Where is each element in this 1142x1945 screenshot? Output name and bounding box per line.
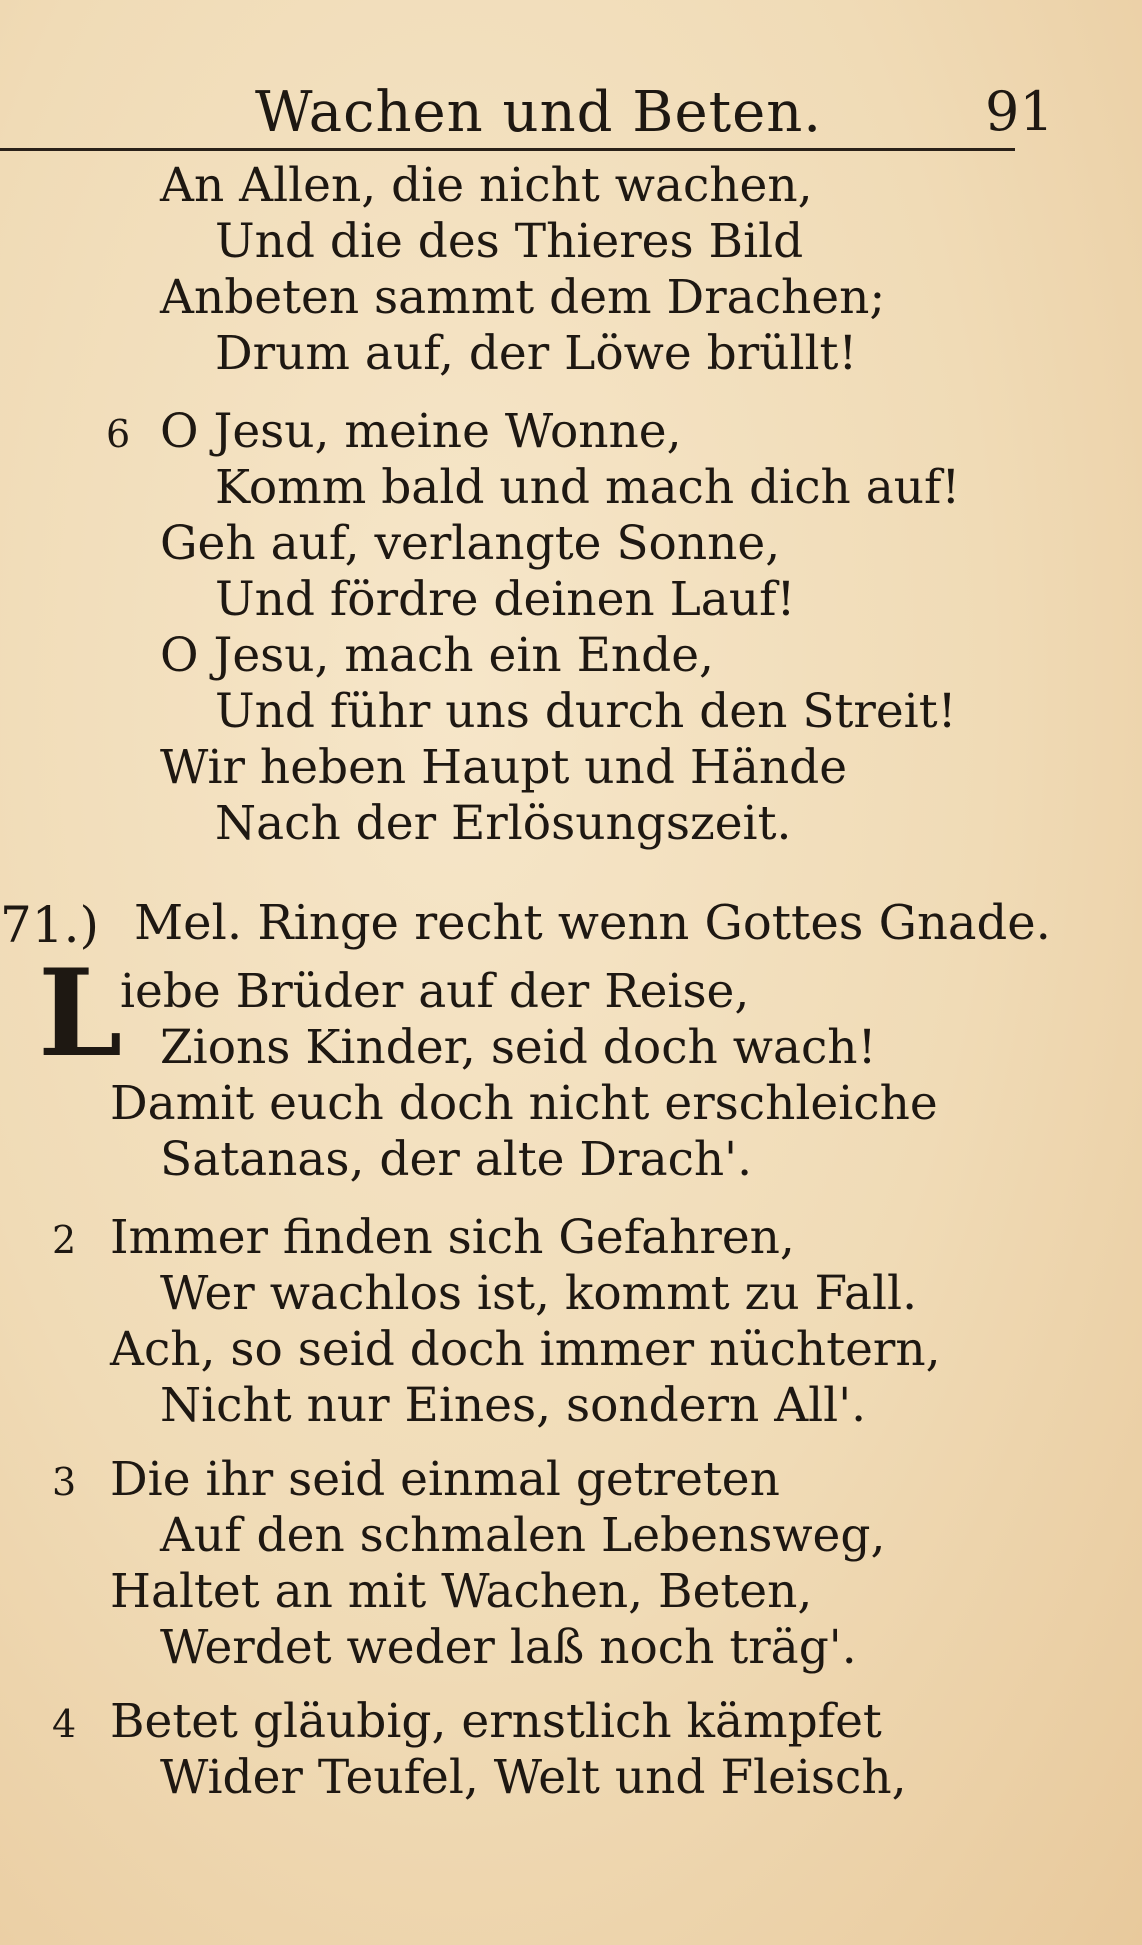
verse-line: Geh auf, verlangte Sonne, [160, 516, 781, 571]
verse-line: Betet gläubig, ernstlich kämpfet [110, 1694, 882, 1749]
verse-line: O Jesu, meine Wonne, [160, 404, 682, 459]
verse-line: iebe Brüder auf der Reise, [120, 964, 750, 1019]
verse-line: Und führ uns durch den Streit! [215, 684, 957, 739]
stanza-number: 3 [52, 1460, 77, 1504]
verse-line: Zions Kinder, seid doch wach! [160, 1020, 877, 1075]
verse-line: Nicht nur Eines, sondern All'. [160, 1378, 867, 1433]
verse-line: Nach der Erlösungszeit. [215, 796, 792, 851]
verse-line: Komm bald und mach dich auf! [215, 460, 961, 515]
page-header [0, 64, 1142, 144]
stanza-number: 4 [52, 1702, 77, 1746]
stanza-number: 6 [106, 412, 131, 456]
verse-line: Und die des Thieres Bild [215, 214, 804, 269]
verse-line: An Allen, die nicht wachen, [160, 158, 813, 213]
verse-line: Wir heben Haupt und Hände [160, 740, 848, 795]
verse-line: Wer wachlos ist, kommt zu Fall. [160, 1266, 918, 1321]
verse-line: Immer finden sich Gefahren, [110, 1210, 795, 1265]
verse-line: Haltet an mit Wachen, Beten, [110, 1564, 813, 1619]
verse-line: Die ihr seid einmal getreten [110, 1452, 780, 1507]
page-number: 91 [985, 80, 1054, 143]
verse-line: Ach, so seid doch immer nüchtern, [110, 1322, 941, 1377]
drop-cap: L [38, 943, 123, 1084]
verse-line: Anbeten sammt dem Drachen; [160, 270, 886, 325]
verse-line: Und fördre deinen Lauf! [215, 572, 796, 627]
verse-line: O Jesu, mach ein Ende, [160, 628, 714, 683]
verse-line: Wider Teufel, Welt und Fleisch, [160, 1750, 907, 1805]
stanza-number: 2 [52, 1218, 77, 1262]
header-rule [0, 148, 1015, 151]
verse-line: Auf den schmalen Lebensweg, [160, 1508, 886, 1563]
verse-line: Damit euch doch nicht erschleiche [110, 1076, 938, 1131]
running-title: Wachen und Beten. [255, 80, 823, 145]
verse-line: Drum auf, der Löwe brüllt! [215, 326, 858, 381]
verse-line: Satanas, der alte Drach'. [160, 1132, 753, 1187]
melody-line: Mel. Ringe recht wenn Gottes Gnade. [134, 895, 1051, 951]
hymn-number: 71.) [0, 896, 100, 954]
verse-line: Werdet weder laß noch träg'. [160, 1620, 857, 1675]
